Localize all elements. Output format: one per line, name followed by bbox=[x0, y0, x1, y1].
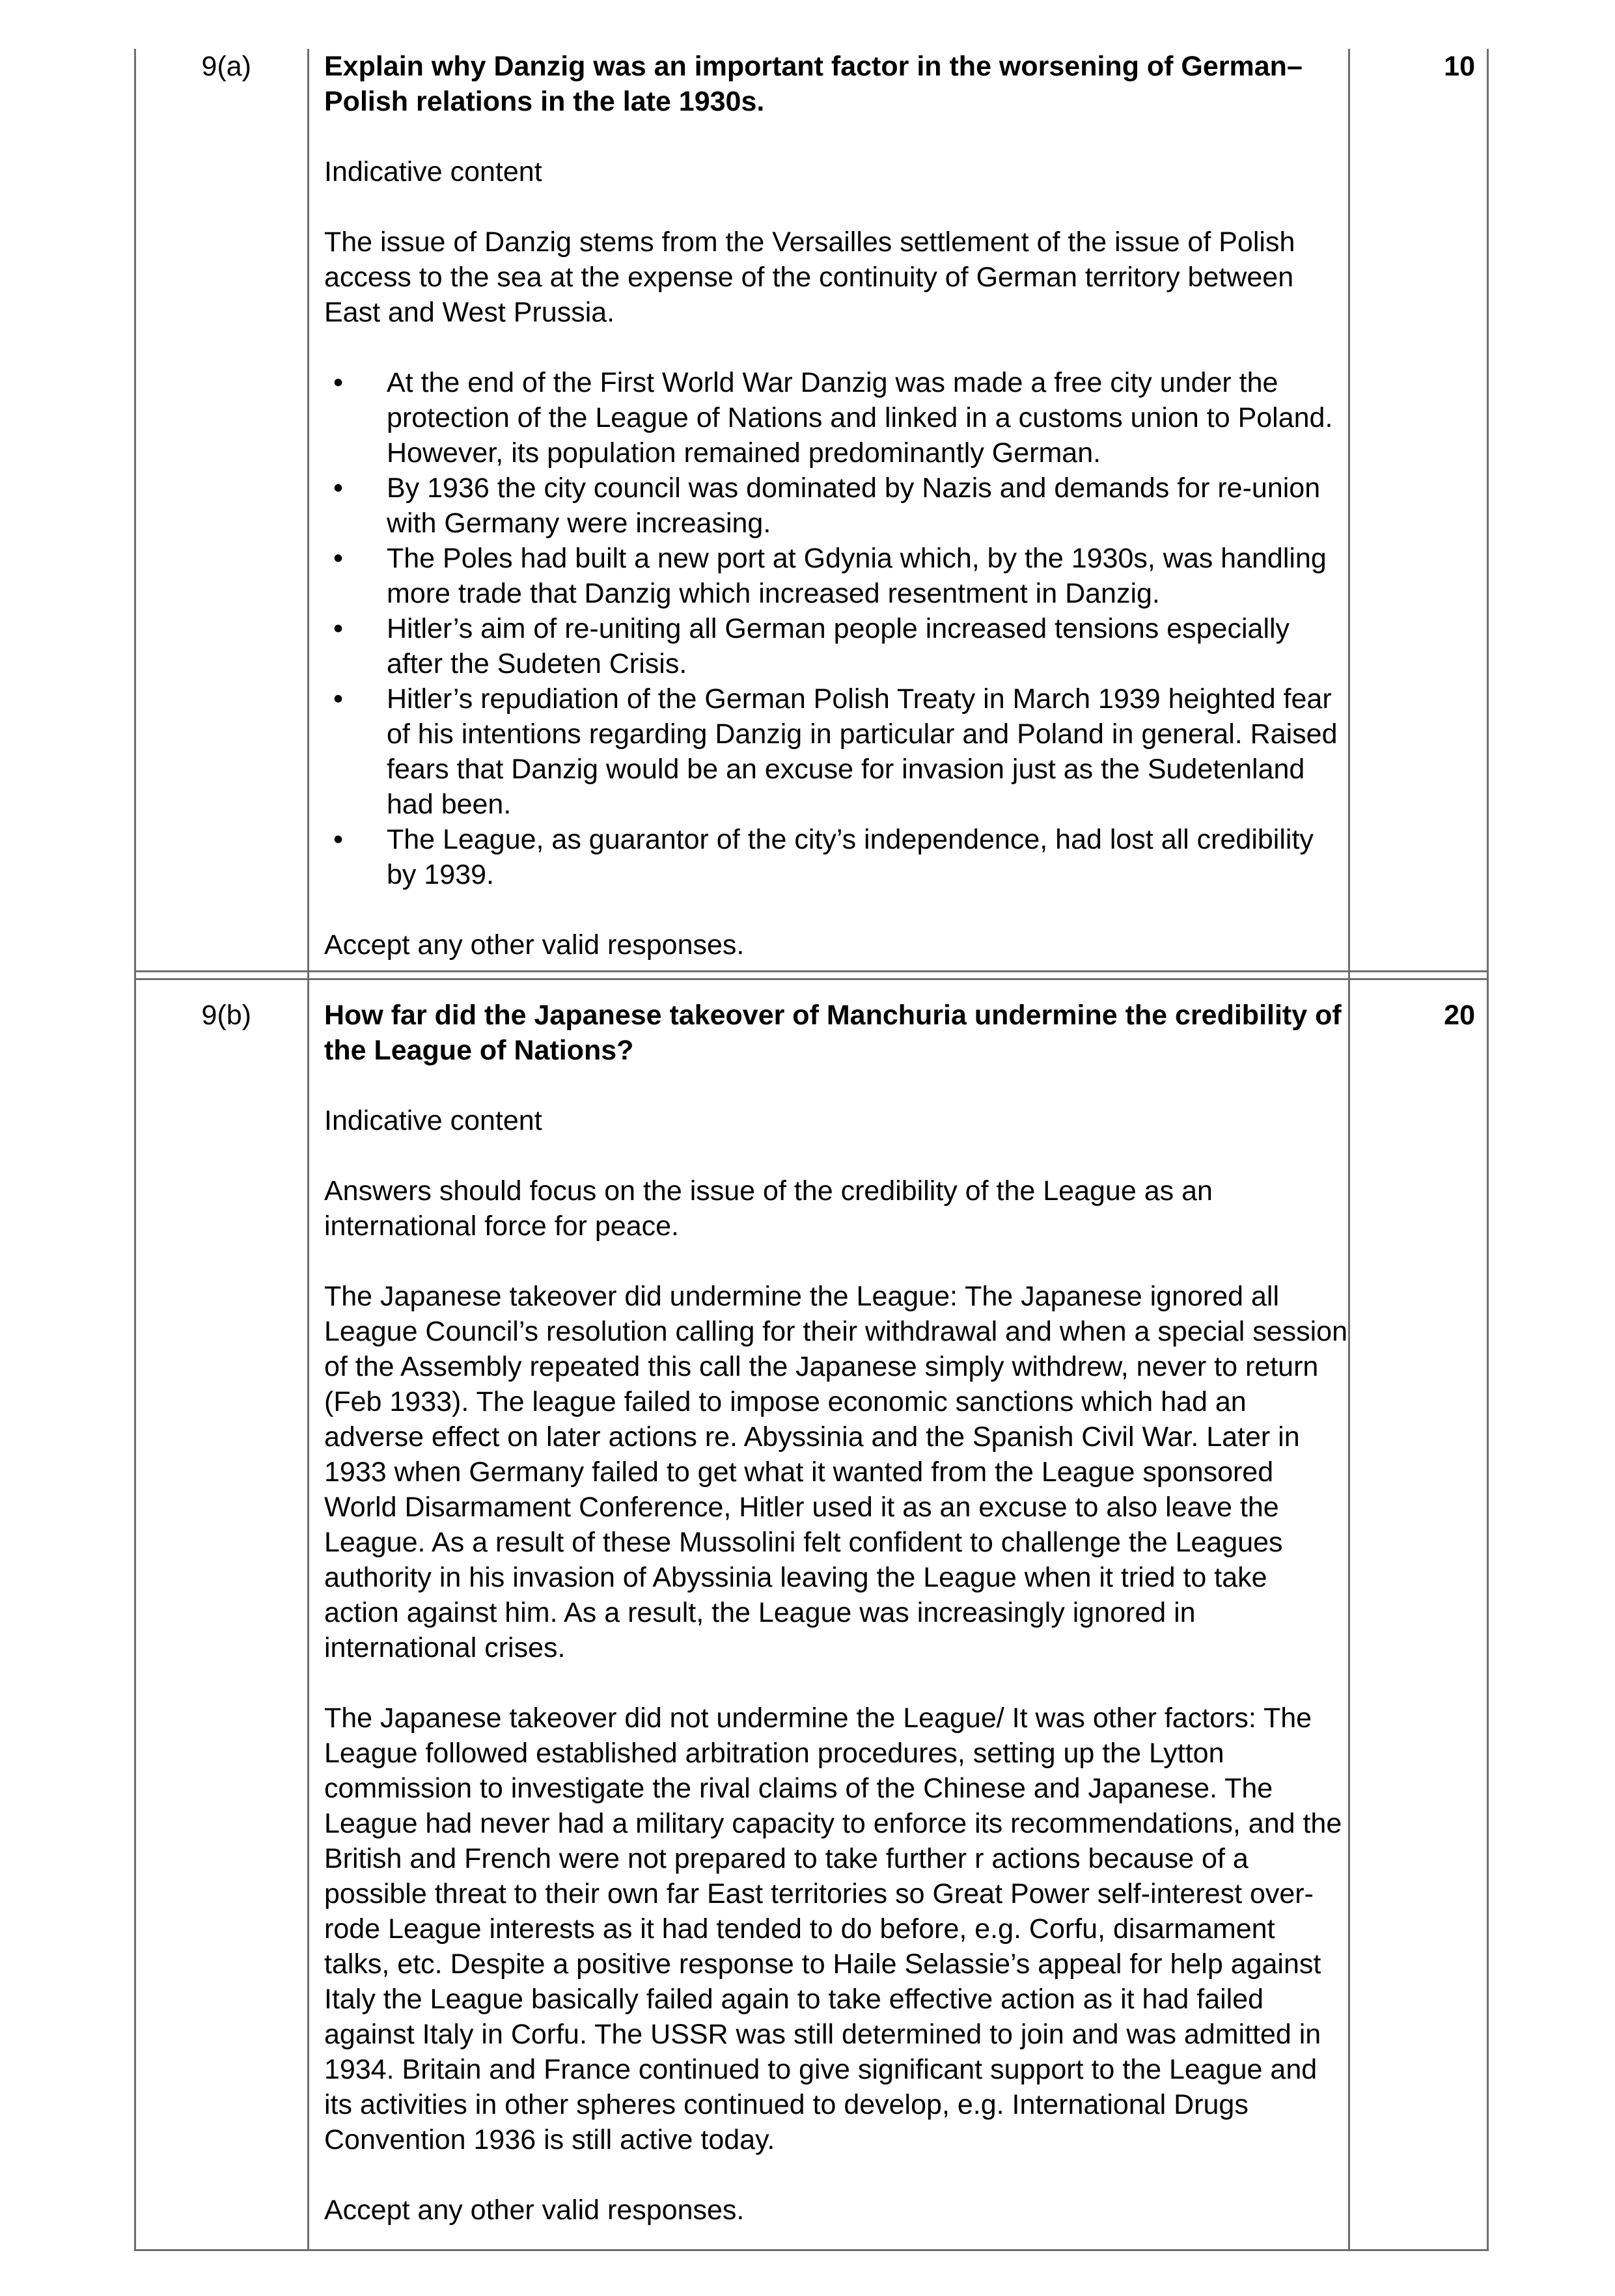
body-paragraph: The Japanese takeover did undermine the League: The Japanese ignored all League Council’s resolution calling for their withdrawal and when a special session of the Assembly repeated this call the Japanese simply withdrew, never to return (Feb 1933). The league failed to impose economic sanctions which had an adverse effect on later actions re. Abyssinia and the Spanish Civil War. Later in 1933 when Germany failed to get what it wanted from the League sponsored World Disarmament Conference, Hitler used it as an excuse to also leave the League. As a result of these Mussolini felt confident to challenge the Leagues authority in his invasion of Abyssinia leaving the League when it tried to take action against him. As a result, the League was increasingly ignored in international crises. bbox=[324, 1281, 1347, 1663]
bullet-list bbox=[324, 365, 1347, 892]
question-content-9a bbox=[324, 49, 1347, 998]
bullet-item: • Hitler’s repudiation of the German Polish Treaty in March 1939 heighted fear of his intentions regarding Danzig in particular and Poland in general. Raised fears that Danzig would be an excuse for invasion just as the Sudetenland had been. bbox=[324, 681, 1347, 822]
closing-note: Accept any other valid responses. bbox=[324, 929, 745, 961]
question-text: How far did the Japanese takeover of Manchuria undermine the credibility of the League of Nations? bbox=[324, 1000, 1342, 1066]
question-content-9b bbox=[324, 998, 1347, 2263]
table-border-left bbox=[134, 49, 136, 2251]
closing-note: Accept any other valid responses. bbox=[324, 2194, 745, 2226]
question-number: 9(a) bbox=[201, 51, 251, 82]
question-text: Explain why Danzig was an important factor in the worsening of German–Polish relations in the late 1930s. bbox=[324, 51, 1303, 117]
bullet-item: • The Poles had built a new port at Gdynia which, by the 1930s, was handling more trade that Danzig which increased resentment in Danzig. bbox=[324, 541, 1347, 611]
bullet-item: • At the end of the First World War Danzig was made a free city under the protection of the League of Nations and linked in a customs union to Poland. However, its population remained predominantly German. bbox=[324, 365, 1347, 471]
table-divider-question bbox=[307, 49, 309, 2251]
table-border-right bbox=[1487, 49, 1489, 2251]
question-number: 9(b) bbox=[201, 1000, 251, 1031]
bullet-item: • The League, as guarantor of the city’s independence, had lost all credibility by 1939. bbox=[324, 822, 1347, 892]
table-divider-marks bbox=[1348, 49, 1350, 2251]
bullet-item: • By 1936 the city council was dominated by Nazis and demands for re-union with Germany were increasing. bbox=[324, 471, 1347, 541]
indicative-content-label: Indicative content bbox=[324, 1105, 542, 1136]
indicative-content-label: Indicative content bbox=[324, 156, 542, 187]
body-paragraph: The Japanese takeover did not undermine the League/ It was other factors: The League followed established arbitration procedures, setting up the Lytton commission to investigate the rival claims of the Chinese and Japanese. The League had never had a military capacity to enforce its recommendations, and the British and French were not prepared to take further r actions because of a possible threat to their own far East territories so Great Power self-interest over-rode League interests as it had tended to do before, e.g. Corfu, disarmament talks, etc. Despite a positive response to Haile Selassie’s appeal for help against Italy the League basically failed again to take effective action as it had failed against Italy in Corfu. The USSR was still determined to join and was admitted in 1934. Britain and France continued to give significant support to the League and its activities in other spheres continued to develop, e.g. International Drugs Convention 1936 is still active today. bbox=[324, 1702, 1342, 2155]
question-marks: 20 bbox=[1444, 1000, 1475, 1031]
bullet-item: • Hitler’s aim of re-uniting all German people increased tensions especially after the Sudeten Crisis. bbox=[324, 611, 1347, 681]
intro-paragraph: The issue of Danzig stems from the Versailles settlement of the issue of Polish access to the sea at the expense of the continuity of German territory between East and West Prussia. bbox=[324, 226, 1295, 328]
body-paragraph: Answers should focus on the issue of the credibility of the League as an international force for peace. bbox=[324, 1175, 1213, 1242]
question-marks: 10 bbox=[1444, 51, 1475, 82]
